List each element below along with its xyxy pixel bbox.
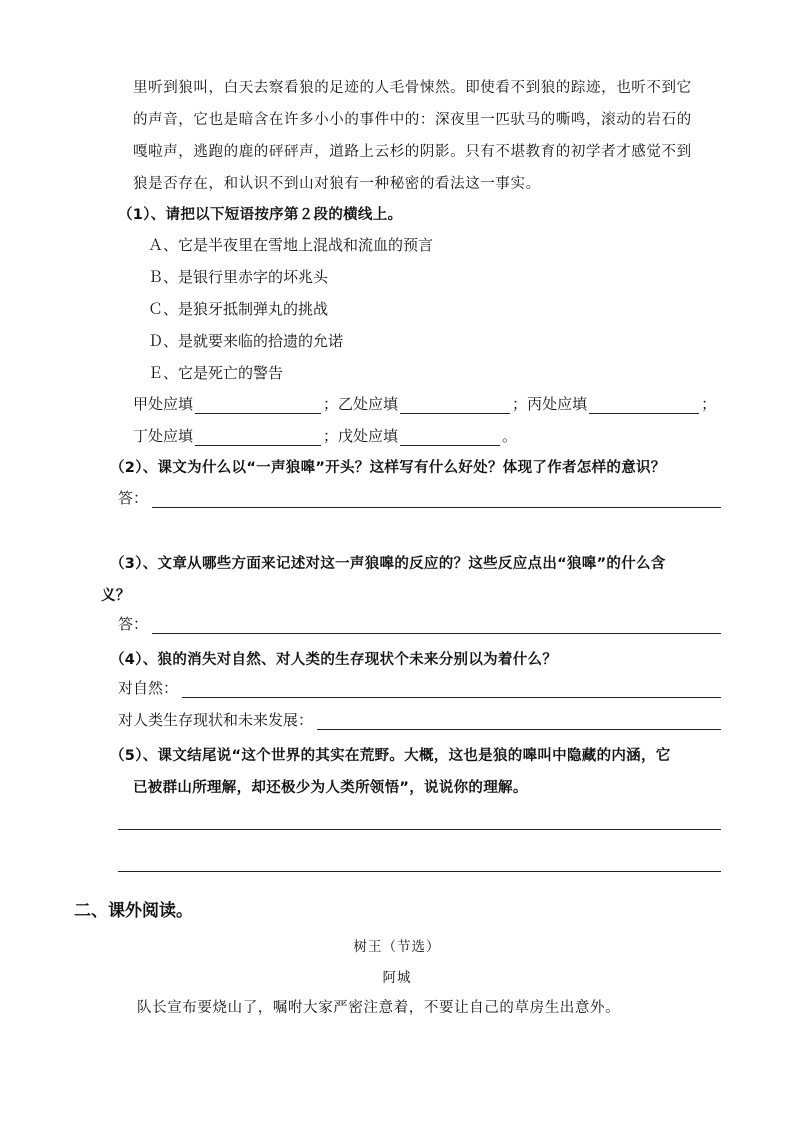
question-3-prompt-line1: （3）、文章从哪些方面来记述对这一声狼嗥的反应的？这些反应点出“狼嗥”的什么含 bbox=[110, 556, 666, 572]
answer-row-4-nature bbox=[118, 678, 721, 698]
answer-row-3 bbox=[118, 614, 721, 634]
passage-line: 的声音，它也是暗含在许多小小的事件中的：深夜里一匹驮马的嘶鸣，滚动的岩石的 bbox=[133, 112, 692, 128]
answer-label: 答： bbox=[118, 615, 149, 633]
blank-jia[interactable] bbox=[195, 397, 321, 414]
option-c: Ｃ、是狼牙抵制弹丸的挑战 bbox=[148, 300, 329, 318]
excerpt-title: 树王（节选） bbox=[353, 939, 441, 955]
fill-row-1 bbox=[133, 390, 716, 414]
blank-bing[interactable] bbox=[589, 397, 699, 414]
question-5-prompt-line2: 已被群山所理解，却还极少为人类所领悟”，说说你的理解。 bbox=[133, 780, 528, 796]
fill-row-2 bbox=[133, 422, 517, 446]
blank-ding[interactable] bbox=[195, 429, 321, 446]
excerpt-paragraph: 队长宣布要烧山了，嘱咐大家严密注意着，不要让自己的草房生出意外。 bbox=[137, 1000, 621, 1016]
question-5-prompt-line1: （5）、课文结尾说“这个世界的其实在荒野。大概，这也是狼的嗥叫中隐藏的内涵，它 bbox=[110, 748, 671, 764]
answer-line-5a[interactable] bbox=[118, 829, 721, 830]
question-2-prompt: （2）、课文为什么以“一声狼嗥”开头？这样写有什么好处？体现了作者怎样的意识？ bbox=[110, 460, 666, 476]
separator: ； bbox=[701, 395, 717, 413]
fill-label-bing: 丙处应填 bbox=[527, 395, 588, 413]
fill-label-ding: 丁处应填 bbox=[133, 427, 194, 445]
option-a: Ａ、它是半夜里在雪地上混战和流血的预言 bbox=[148, 236, 434, 254]
question-3-prompt-line2: 义？ bbox=[101, 588, 131, 604]
answer-line-3[interactable] bbox=[152, 617, 721, 634]
blank-wu[interactable] bbox=[400, 429, 500, 446]
label-nature: 对自然： bbox=[118, 679, 179, 697]
option-b: Ｂ、是银行里赤字的坏兆头 bbox=[148, 268, 329, 286]
answer-row-2 bbox=[118, 488, 721, 508]
question-1-prompt: （1）、请把以下短语按序第２段的横线上。 bbox=[118, 207, 403, 223]
answer-line-nature[interactable] bbox=[182, 681, 721, 698]
excerpt-author: 阿城 bbox=[382, 970, 412, 986]
answer-line-5b[interactable] bbox=[118, 871, 721, 872]
fill-label-yi: 乙处应填 bbox=[338, 395, 399, 413]
blank-yi[interactable] bbox=[400, 397, 510, 414]
separator: ； bbox=[512, 395, 528, 413]
answer-line-human[interactable] bbox=[317, 713, 721, 730]
separator: ； bbox=[323, 395, 339, 413]
option-e: Ｅ、它是死亡的警告 bbox=[148, 364, 284, 382]
reading-passage bbox=[133, 72, 727, 200]
answer-line-2[interactable] bbox=[152, 491, 721, 508]
passage-line: 嘎啦声，逃跑的鹿的砰砰声，道路上云杉的阴影。只有不堪教育的初学者才感觉不到 bbox=[133, 144, 692, 160]
question-4-prompt: （4）、狼的消失对自然、对人类的生存现状个未来分别以为着什么？ bbox=[110, 652, 558, 668]
answer-label: 答： bbox=[118, 489, 149, 507]
passage-line: 里听到狼叫，白天去察看狼的足迹的人毛骨悚然。即使看不到狼的踪迹，也听不到它 bbox=[133, 80, 692, 96]
section-heading: 二、课外阅读。 bbox=[74, 901, 193, 921]
option-d: Ｄ、是就要来临的拾遗的允诺 bbox=[148, 332, 344, 350]
separator: ； bbox=[323, 427, 339, 445]
passage-line: 狼是否存在，和认识不到山对狼有一种秘密的看法这一事实。 bbox=[133, 176, 541, 192]
fill-label-wu: 戊处应填 bbox=[338, 427, 399, 445]
label-human: 对人类生存现状和未来发展： bbox=[118, 711, 314, 729]
answer-row-4-human bbox=[118, 710, 721, 730]
fill-label-jia: 甲处应填 bbox=[133, 395, 194, 413]
terminator: 。 bbox=[502, 427, 518, 445]
